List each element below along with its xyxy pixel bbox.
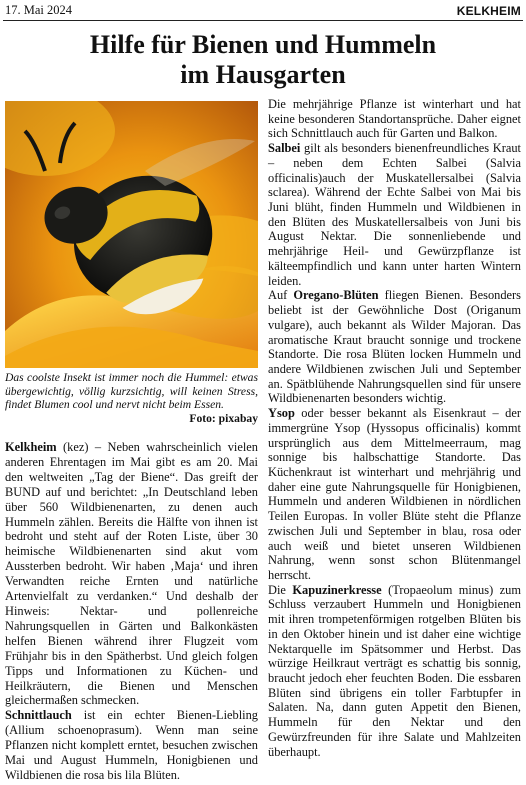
- intro-paragraph: Kelkheim (kez) – Neben wahrscheinlich vielen anderen Ehrentagen im Mai gibt es am 20. Mai den weltweiten „Tag der Biene“. Das greift der BUND auf und berichtet: „In Deutschland leben über 560 Wildbienenarten, zu denen auch Hummeln zählen. Bereits die Hälfte von ihnen ist bedroht und steht auf der Roten Liste, über 30 heimische Wildbienenarten sind akut vom Aussterben bedroht. Wir haben ‚Maja‘ und ihren Verwandten reiche Ernten und natürliche Artenvielfalt zu verdanken.“ Und deshalb der Hinweis: Nektar- und pollenreiche Nahrungsquellen in Gärten und Balkonkästen helfen Bienen während ihrer Flugzeit vom Frühjahr bis in den Spätherbst. Und gleich folgen Tipps und Informationen zu Küchen- und Heilkräutern, die Bienen und Menschen gleichermaßen schmecken.: [5, 440, 258, 708]
- photo-caption: [5, 371, 258, 425]
- paragraph-oregano: Auf Oregano-Blüten fliegen Bienen. Besonders beliebt ist der Gewöhnliche Dost (Origanum vulgare), auch bekannt als Wilder Majoran. Das aromatische Kraut braucht sonnige und trockene Standorte. Die rosa Blüten locken Hummeln und andere Wildbienen zwischen Juli und September an. Spätblühende Nahrungsquellen sind für unsere Wildbienenarten besonders wichtig.: [268, 288, 522, 406]
- bumblebee-photo: [5, 101, 258, 368]
- headline-line-2: im Hausgarten: [180, 60, 346, 89]
- lead-kapuzinerkresse: Kapuzinerkresse: [292, 582, 382, 597]
- lead-salbei: Salbei: [268, 141, 301, 156]
- article-column-left: [5, 440, 258, 783]
- header-rule: [3, 20, 523, 21]
- paragraph-schnittlauch-cont: Die mehrjährige Pflanze ist winterhart und hat keine besonderen Standortansprüche. Daher eignet sich Schnittlauch auch für Garten und Balkon.: [268, 97, 521, 141]
- paragraph-kapuzinerkresse: Die Kapuzinerkresse (Tropaeolum minus) zum Schluss verzaubert Hummeln und Honigbienen mit ihren trompetenförmigen rotgelben Blüten bis in den Oktober hinein und ist daher eine wichtige Nektarquelle im Spätsommer und Herbst. Das würzige Heilkraut verträgt es schattig bis sonnig, braucht jedoch eher feuchten Boden. Die essbaren Blüten sind übrigens ein toller Farbtupfer in Salaten. Na, dann guten Appetit den Bienen, Hummeln für den Nektar und den Gewürzfreunden für ihre Salate und Mahlzeiten überhaupt.: [268, 582, 521, 759]
- issue-date: 17. Mai 2024: [5, 3, 73, 17]
- caption-text: Das coolste Insekt ist immer noch die Hummel: etwas übergewichtig, völlig kurzsichtig, will keinen Stress, findet Blumen cool und nervt nicht beim Essen.: [5, 371, 258, 412]
- article-headline: [0, 30, 526, 90]
- lead-ysop: Ysop: [268, 406, 295, 421]
- paragraph-ysop: Ysop oder besser bekannt als Eisenkraut – der immergrüne Ysop (Hyssopus officinalis) kommt ursprünglich aus dem Mittelmeerraum, mag sonnige bis halbschattige Standorte. Das Küchenkraut ist winterhart und mehrjährig und daher eine gute Nahrungsquelle für Honigbienen, Hummeln und anderen Wildbienen in nördlichen Teilen Europas. In voller Blüte steht die Pflanze zwischen Juli und September in blau, rosa oder auch weiß und bietet unseren Wildbienen Nahrung, wenn sonst schon Blütenmangel herrscht.: [268, 406, 521, 582]
- article-column-right: [268, 97, 521, 759]
- lead-oregano: Oregano-Blüten: [293, 288, 379, 303]
- paragraph-schnittlauch: Schnittlauch ist ein echter Bienen-Liebling (Allium schoenoprasum). Wenn man seine Pflanzen nicht komplett erntet, besuchen zwischen Mai und August Hummeln, Honigbienen und Wildbienen die rosa bis lila Blüten.: [5, 708, 258, 782]
- paragraph-salbei: Salbei gilt als besonders bienenfreundliches Kraut – neben dem Echten Salbei (Salvia officinalis)auch der Muskatellersalbei (Salvia sclarea). Während der Echte Salbei von Mai bis Juni blüht, finden Hummeln und Wildbienen in den Blüten des Muskatellersalbeis von Juni bis August Nektar. Die sonnenliebende und mehrjährige Heil- und Gewürzpflanze ist kälteempfindlich und kann unter harten Wintern leiden.: [268, 141, 521, 288]
- photo-credit: Foto: pixabay: [189, 411, 258, 425]
- dateline: Kelkheim: [5, 440, 57, 454]
- headline-line-1: Hilfe für Bienen und Hummeln: [89, 30, 437, 59]
- lead-schnittlauch: Schnittlauch: [5, 708, 72, 723]
- masthead: [5, 2, 521, 19]
- section-name: KELKHEIM: [456, 3, 521, 18]
